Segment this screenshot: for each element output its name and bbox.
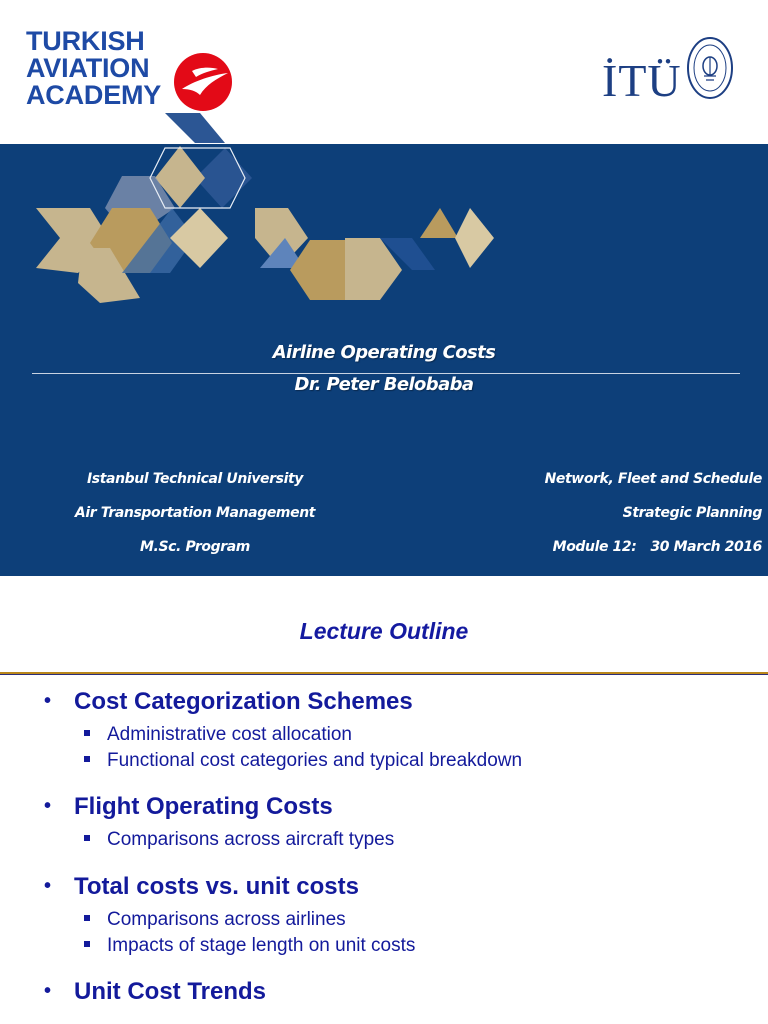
bullet-icon: •: [44, 980, 52, 1002]
section-title: Total costs vs. unit costs: [74, 873, 359, 900]
outline-section: [44, 978, 266, 1006]
list-item: Comparisons across aircraft types: [84, 827, 394, 853]
module-date: 30 March 2016: [650, 539, 762, 555]
bullet-icon: •: [44, 690, 52, 712]
turkish-airlines-bird-icon: [172, 51, 234, 113]
outline-section: [44, 688, 522, 774]
square-bullet-icon: [84, 915, 90, 921]
list-item: Comparisons across airlines: [84, 907, 415, 933]
lecture-outline-slide: [0, 576, 768, 1024]
brand-line-1: TURKISH: [26, 26, 145, 56]
course-line-2: Strategic Planning: [622, 505, 762, 521]
brand-line-3: ACADEMY: [26, 80, 162, 110]
list-item: Impacts of stage length on unit costs: [84, 933, 415, 959]
section-title: Unit Cost Trends: [74, 978, 267, 1005]
presenter-name: Dr. Peter Belobaba: [294, 374, 474, 395]
square-bullet-icon: [84, 756, 90, 762]
list-item: Administrative cost allocation: [84, 722, 522, 748]
square-bullet-icon: [84, 730, 90, 736]
section-title: Flight Operating Costs: [74, 793, 333, 820]
institution-info: [40, 462, 350, 564]
presentation-title: Airline Operating Costs: [272, 342, 496, 363]
module-line: [432, 530, 762, 564]
brand-line-2: AVIATION: [26, 53, 150, 83]
section-title: Cost Categorization Schemes: [74, 688, 413, 715]
course-line-1: Network, Fleet and Schedule: [544, 471, 762, 487]
itu-logo: [600, 36, 735, 112]
institution-line-3: M.Sc. Program: [140, 539, 250, 555]
bullet-icon: •: [44, 875, 52, 897]
course-info: [432, 462, 762, 564]
itu-wordmark: İTÜ: [602, 55, 682, 106]
brand-wordmark: [26, 28, 161, 109]
square-bullet-icon: [84, 941, 90, 947]
itu-seal-icon: [686, 36, 734, 100]
bullet-icon: •: [44, 795, 52, 817]
list-item: Functional cost categories and typical breakdown: [84, 748, 522, 774]
outline-divider-shadow: [0, 674, 768, 675]
outline-section: [44, 793, 394, 853]
outline-title: Lecture Outline: [299, 618, 469, 644]
square-bullet-icon: [84, 835, 90, 841]
institution-line-2: Air Transportation Management: [74, 505, 316, 521]
decorative-hexagon-pattern: [0, 108, 768, 308]
module-label: Module 12:: [552, 539, 637, 555]
institution-line-1: Istanbul Technical University: [86, 471, 303, 487]
outline-section: [44, 873, 415, 959]
turkish-aviation-academy-logo: [22, 28, 237, 112]
